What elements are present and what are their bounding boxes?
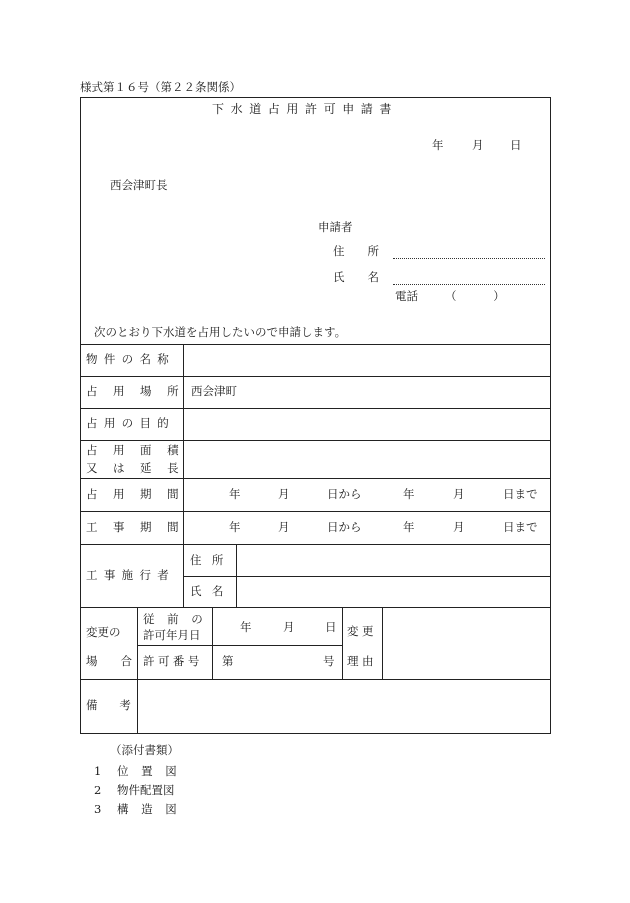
occupancy-start-year: 年: [229, 487, 241, 501]
contractor-label: 工事施行者: [86, 568, 176, 582]
location-field[interactable]: 西会津町: [191, 384, 237, 398]
change-reason-label-line2: 理由: [347, 654, 377, 668]
occupancy-end-month: 月: [453, 487, 465, 501]
construction-start-year: 年: [229, 520, 241, 534]
permit-number-label: 許可番号: [143, 654, 203, 668]
contractor-address-field[interactable]: [244, 555, 544, 569]
construction-end-day: 日まで: [503, 520, 538, 534]
change-label-line1: 変更の: [86, 625, 121, 639]
occupancy-end-year: 年: [403, 487, 415, 501]
contractor-address-label: 住所: [190, 553, 234, 567]
applicant-name-field[interactable]: [393, 284, 545, 285]
attachment-number: 2: [94, 783, 102, 797]
contractor-name-label: 氏名: [190, 584, 234, 598]
row-divider: [80, 544, 551, 545]
previous-date-label-line1: 従前の: [143, 612, 216, 626]
row-divider: [80, 408, 551, 409]
occupancy-start-month: 月: [278, 487, 290, 501]
form-number: 様式第１６号（第２２条関係）: [80, 80, 241, 94]
permit-number-prefix: 第: [222, 654, 234, 668]
table-top-line: [80, 344, 551, 345]
construction-end-month: 月: [453, 520, 465, 534]
attachment-number: 3: [94, 802, 102, 816]
attachment-item-layout-map: 物件配置図: [117, 783, 175, 797]
permit-number-suffix: 号: [323, 654, 335, 668]
remarks-field[interactable]: [145, 686, 543, 728]
occupancy-start-day: 日から: [327, 487, 362, 501]
applicant-phone-field[interactable]: （ ）: [445, 289, 510, 303]
change-reason-label-line1: 変更: [347, 624, 377, 638]
change-inner-divider: [137, 645, 342, 646]
construction-start-month: 月: [278, 520, 290, 534]
row-divider: [80, 376, 551, 377]
previous-date-label-line2: 許可年月日: [143, 628, 201, 642]
contractor-name-field[interactable]: [244, 586, 544, 600]
attachment-number: 1: [94, 764, 102, 778]
occupancy-period-label: 占用期間: [86, 487, 195, 501]
intro-statement: 次のとおり下水道を占用したいので申請します。: [94, 325, 347, 339]
purpose-label: 占用の目的: [86, 416, 176, 430]
change-reason-divider-left: [342, 607, 343, 679]
area-label-line2: 又は延長: [86, 461, 195, 475]
object-name-label: 物件の名称: [86, 352, 176, 366]
area-label-line1: 占用面積: [86, 443, 195, 457]
applicant-name-label: 氏 名: [333, 270, 379, 284]
previous-date-month: 月: [283, 620, 295, 634]
attachments-heading: （添付書類）: [110, 743, 179, 757]
applicant-phone-label: 電話: [395, 289, 418, 303]
applicant-address-label: 住 所: [333, 244, 379, 258]
row-divider: [80, 440, 551, 441]
date-year: 年: [432, 138, 444, 152]
remarks-label: 備考: [86, 698, 153, 712]
row-divider: [80, 511, 551, 512]
construction-start-day: 日から: [327, 520, 362, 534]
row-divider: [80, 607, 551, 608]
addressee: 西会津町長: [110, 178, 168, 192]
attachment-item-location-map: 位置図: [117, 764, 190, 778]
row-divider: [80, 679, 551, 680]
change-reason-divider-right: [382, 607, 383, 679]
form-title: 下水道占用許可申請書: [212, 102, 399, 116]
change-label-divider: [137, 607, 138, 734]
occupancy-end-day: 日まで: [503, 487, 538, 501]
change-label-line2: 場 合: [86, 654, 132, 668]
date-month: 月: [472, 138, 484, 152]
previous-date-day: 日: [325, 620, 337, 634]
construction-end-year: 年: [403, 520, 415, 534]
location-label: 占用場所: [86, 384, 195, 398]
construction-period-label: 工事期間: [86, 520, 195, 534]
attachment-item-structure-map: 構造図: [117, 802, 190, 816]
row-divider: [80, 478, 551, 479]
previous-date-year: 年: [240, 620, 252, 634]
applicant-heading: 申請者: [318, 220, 353, 234]
applicant-address-field[interactable]: [393, 258, 545, 259]
change-reason-field[interactable]: [390, 615, 544, 671]
contractor-inner-divider: [183, 576, 551, 577]
date-day: 日: [510, 138, 522, 152]
contractor-subcolumn-divider: [236, 544, 237, 607]
